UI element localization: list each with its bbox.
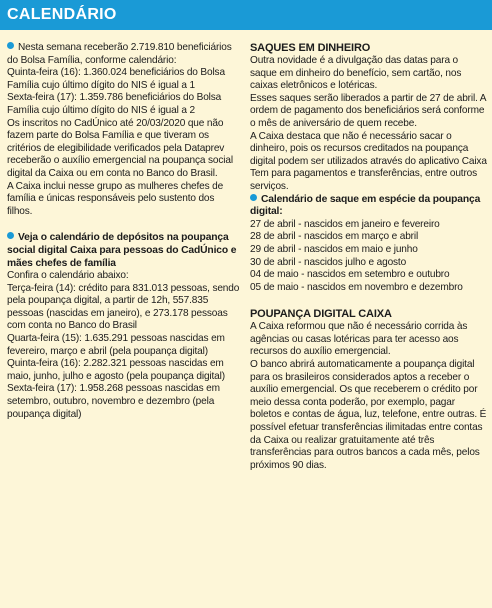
left-column: [7, 42, 240, 421]
left-item: Quinta-feira (16): 1.360.024 beneficiários do Bolsa Família cujo último dígito do NIS é igual a 1: [7, 67, 225, 91]
page-title: CALENDÁRIO: [7, 6, 117, 23]
list-item: 29 de abril - nascidos em maio e junho: [250, 243, 418, 255]
schedule-item: Quinta-feira (16): 2.282.321 pessoas nascidas em maio, junho, julho e agosto (pela poupança digital): [7, 358, 225, 382]
calendar-subheading: Veja o calendário de depósitos na poupança social digital Caixa para pessoas do CadÚnico e mães chefes de família: [7, 232, 237, 269]
left-item: A Caixa inclui nesse grupo as mulheres chefes de família e únicas responsáveis pelo sustento dos filhos.: [7, 180, 224, 217]
poupanca-paragraph: A Caixa reformou que não é necessário corrida às agências ou casas lotéricas para ter acesso aos recursos do auxílio emergencial.: [250, 321, 468, 358]
saques-paragraph: A Caixa destaca que não é necessário sacar o dinheiro, pois os recursos creditados na poupança digital podem ser utilizados através do aplicativo Caixa Tem para pagamentos e transferências, entre outros serviços.: [250, 130, 487, 192]
poupanca-heading: POUPANÇA DIGITAL CAIXA: [250, 308, 392, 321]
poupanca-paragraph: O banco abrirá automaticamente a poupança digital para os brasileiros considerados aptos a receber o auxílio emergencial. Os que receberem o crédito por meio dessa conta poderão, por exemplo, pagar boletos e contas de água, luz, telefone, entre outras. É possível efetuar transferências ilimitadas entre contas da Caixa ou realizar gratuitamente até três transferências para outros bancos a cada mês, pelos próximos 90 dias.: [250, 359, 487, 471]
bullet-dot-icon: [7, 232, 14, 239]
schedule-item: Terça-feira (14): crédito para 831.013 pessoas, sendo pela poupança digital, a partir de 12h, 557.835 pessoas (nascidas em janeiro), e 273.178 pessoas com conta no Banco do Brasil: [7, 282, 240, 332]
intro-paragraph: Nesta semana receberão 2.719.810 beneficiários do Bolsa Família, conforme calendário:: [7, 42, 232, 66]
schedule-item: Sexta-feira (17): 1.958.268 pessoas nascidas em setembro, outubro, novembro e dezembro (pela poupança digital): [7, 383, 220, 420]
list-item: 27 de abril - nascidos em janeiro e fevereiro: [250, 218, 440, 230]
saques-heading: SAQUES EM DINHEIRO: [250, 42, 371, 54]
bullet-dot-icon: [7, 42, 14, 49]
confira-text: Confira o calendário abaixo:: [7, 270, 129, 282]
list-item: 28 de abril - nascidos em março e abril: [250, 231, 419, 243]
list-item: 30 de abril - nascidos julho e agosto: [250, 256, 407, 268]
left-item: Os inscritos no CadÚnico até 20/03/2020 que não fazem parte do Bolsa Família e que tiveram os critérios de elegibilidade verificados pela Dataprev receberão o auxílio emergencial na poupança social digital da Caixa ou em conta no Banco do Brasil.: [7, 117, 233, 179]
list-item: 05 de maio - nascidos em novembro e dezembro: [250, 281, 463, 293]
especie-subheading: Calendário de saque em espécie da poupança digital:: [250, 193, 481, 218]
especie-list: [250, 219, 487, 295]
header-bar: [0, 0, 492, 30]
list-item: 04 de maio - nascidos em setembro e outubro: [250, 269, 450, 281]
schedule-item: Quarta-feira (15): 1.635.291 pessoas nascidas em fevereiro, março e abril (pela poupança digital): [7, 333, 225, 357]
right-column: [250, 42, 487, 472]
saques-paragraph: Esses saques serão liberados a partir de 27 de abril. A ordem de pagamento dos beneficiários será conforme o mês de aniversário de quem recebe.: [250, 92, 486, 129]
left-item: Sexta-feira (17): 1.359.786 beneficiários do Bolsa Família cujo último dígito do NIS é igual a 2: [7, 92, 222, 116]
saques-paragraph: Outra novidade é a divulgação das datas para o saque em dinheiro do benefício, sem cartão, nos caixas eletrônicos e lotéricas.: [250, 55, 462, 92]
bullet-dot-icon: [250, 194, 257, 201]
